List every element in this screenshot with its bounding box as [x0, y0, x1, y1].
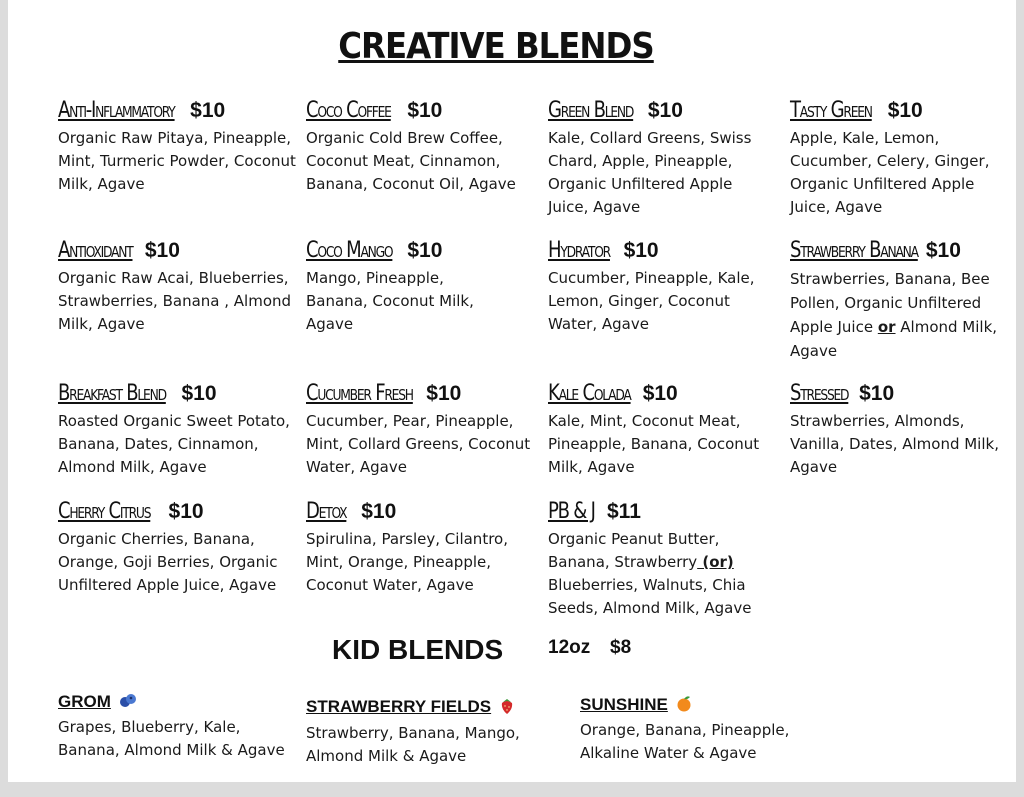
blend-description: Cucumber, Pineapple, Kale, Lemon, Ginger, Coconut Water, Agave — [548, 269, 755, 333]
kid-blend-grom — [58, 692, 298, 762]
blend-hydrator — [548, 235, 763, 336]
kid-blend-name: GROM — [58, 692, 111, 711]
blend-name: Green Blend — [548, 98, 634, 123]
blend-description: Cucumber, Pear, Pineapple, Mint, Collard Greens, Coconut Water, Agave — [306, 412, 531, 476]
blend-description: Organic Cherries, Banana, Orange, Goji Berries, Organic Unfiltered Apple Juice, Agave — [58, 530, 278, 594]
blend-description: Kale, Mint, Coconut Meat, Pineapple, Banana, Coconut Milk, Agave — [548, 412, 760, 476]
kid-blends-price: $8 — [610, 637, 632, 658]
kid-blend-strawberry-fields — [306, 697, 546, 768]
blend-description: Organic Raw Acai, Blueberries, Strawberries, Banana , Almond Milk, Agave — [58, 269, 292, 333]
blend-name: Coco Coffee — [306, 98, 391, 123]
blend-description: Organic Peanut Butter, Banana, Strawberry (or) Blueberries, Walnuts, Chia Seeds, Almond Milk, Agave — [548, 530, 752, 617]
blend-description: Organic Raw Pitaya, Pineapple, Mint, Turmeric Powder, Coconut Milk, Agave — [58, 129, 296, 193]
blend-price: $10 — [647, 99, 683, 122]
blend-coco-coffee — [306, 95, 534, 196]
blend-description: Organic Cold Brew Coffee, Coconut Meat, Cinnamon, Banana, Coconut Oil, Agave — [306, 129, 516, 193]
blend-anti-inflammatory — [58, 95, 296, 196]
kid-blends-title: KID BLENDS — [332, 634, 504, 665]
blend-name: Breakfast Blend — [58, 381, 166, 406]
kid-blend-name: SUNSHINE — [580, 695, 668, 714]
blend-price: $10 — [925, 239, 961, 262]
blend-price: $10 — [407, 239, 443, 262]
kid-blend-description: Grapes, Blueberry, Kale, Banana, Almond Milk & Agave — [58, 717, 285, 759]
blend-name: Anti-Inflammatory — [58, 98, 175, 123]
kid-blend-description: Orange, Banana, Pineapple, Alkaline Water & Agave — [580, 721, 790, 763]
blend-name: Antioxidant — [58, 238, 133, 263]
blend-description: Kale, Collard Greens, Swiss Chard, Apple, Pineapple, Organic Unfiltered Apple Juice, Agave — [548, 129, 752, 216]
blend-price: $10 — [190, 99, 226, 122]
blend-price: $10 — [181, 382, 217, 405]
blend-price: $10 — [168, 500, 204, 523]
blend-price: $10 — [361, 500, 397, 523]
blend-kale-colada — [548, 378, 773, 479]
blend-name: Hydrator — [548, 238, 610, 263]
blend-coco-mango — [306, 235, 496, 336]
blend-name: Strawberry Banana — [790, 238, 918, 263]
blend-price: $10 — [144, 239, 180, 262]
blend-name: Cherry Citrus — [58, 499, 151, 524]
blend-cucumber-fresh — [306, 378, 536, 479]
blend-cherry-citrus — [58, 496, 290, 597]
kid-blend-sunshine — [580, 695, 820, 765]
kid-blend-description: Strawberry, Banana, Mango, Almond Milk & Agave — [306, 724, 520, 765]
blend-name: PB & J — [548, 499, 595, 524]
blend-description: Strawberries, Almonds, Vanilla, Dates, Almond Milk, Agave — [790, 412, 999, 476]
blend-stressed — [790, 378, 1005, 479]
blend-name: Coco Mango — [306, 238, 393, 263]
strawberry-icon — [499, 697, 515, 720]
blend-price: $10 — [642, 382, 678, 405]
blend-price: $10 — [887, 99, 923, 122]
blend-name: Detox — [306, 499, 347, 524]
blend-price: $10 — [407, 99, 443, 122]
blend-strawberry-banana — [790, 235, 1008, 363]
blend-price: $10 — [623, 239, 659, 262]
blend-name: Stressed — [790, 381, 849, 406]
menu-title: CREATIVE BLENDS — [338, 26, 654, 67]
blend-price: $10 — [859, 382, 895, 405]
blend-description: Mango, Pineapple, Banana, Coconut Milk, Agave — [306, 269, 474, 333]
blend-name: Tasty Green — [790, 98, 872, 123]
blend-name: Kale Colada — [548, 381, 631, 406]
blend-price: $10 — [426, 382, 462, 405]
blend-breakfast-blend — [58, 378, 298, 479]
blend-price: $11 — [607, 500, 641, 523]
blend-description: Strawberries, Banana, Bee Pollen, Organic Unfiltered Apple Juice or Almond Milk, Agave — [790, 270, 998, 360]
kid-blends-size: 12oz — [548, 637, 591, 658]
blend-pb-and-j — [548, 496, 763, 620]
blend-antioxidant — [58, 235, 298, 336]
blueberry-icon — [119, 693, 137, 714]
blend-description: Roasted Organic Sweet Potato, Banana, Dates, Cinnamon, Almond Milk, Agave — [58, 412, 290, 476]
kid-blend-name: STRAWBERRY FIELDS — [306, 697, 492, 717]
orange-icon — [676, 695, 692, 717]
blend-description: Apple, Kale, Lemon, Cucumber, Celery, Ginger, Organic Unfiltered Apple Juice, Agave — [790, 129, 990, 216]
blend-detox — [306, 496, 531, 597]
blend-green-blend — [548, 95, 770, 219]
blend-name: Cucumber Fresh — [306, 381, 413, 406]
blend-description: Spirulina, Parsley, Cilantro, Mint, Orange, Pineapple, Coconut Water, Agave — [306, 530, 508, 594]
menu-page — [8, 0, 1016, 782]
blend-tasty-green — [790, 95, 1005, 219]
